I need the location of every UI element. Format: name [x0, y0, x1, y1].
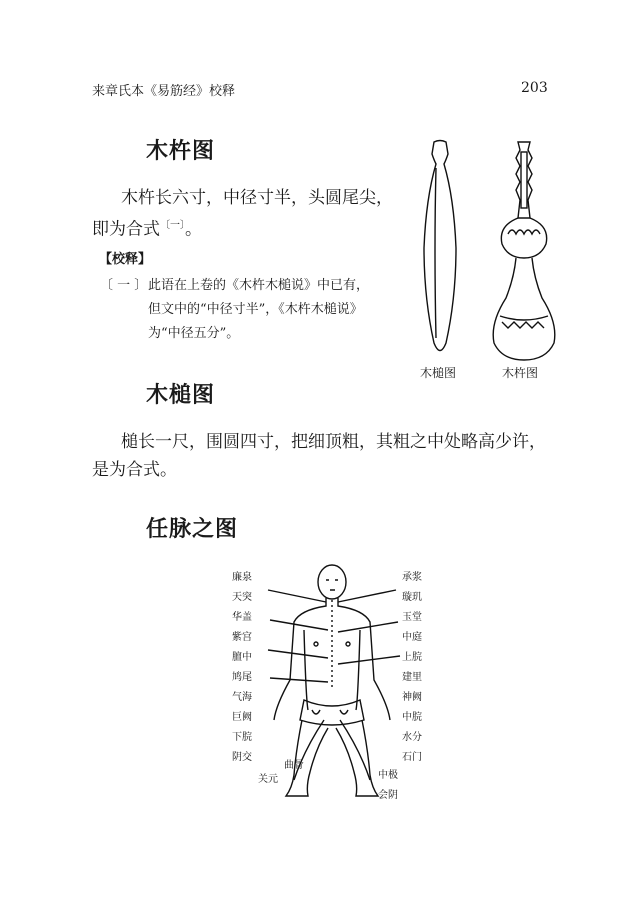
mallet-text-line2: 是为合式。	[92, 460, 177, 480]
fig-label: 中庭	[402, 632, 422, 643]
fig-label: 下脘	[232, 732, 252, 743]
annotation-line3: 为“中径五分”。	[148, 326, 240, 341]
fig-label: 承浆	[402, 572, 422, 583]
fig-label: 巨阙	[232, 712, 252, 723]
fig-label: 华盖	[232, 612, 252, 623]
fig-label: 石门	[402, 752, 422, 763]
fig-label: 天突	[232, 592, 252, 603]
footnote-marker: 〔一〕	[160, 220, 185, 231]
pestle-text-end: 。	[185, 219, 202, 240]
pestle-caption: 木杵图	[502, 366, 539, 380]
fig-label: 气海	[232, 692, 252, 703]
section-title-conception-vessel: 任脉之图	[146, 516, 239, 542]
annotation-header: 【校释】	[99, 252, 152, 267]
fig-label: 璇玑	[402, 592, 422, 603]
annotation-line1: 此语在上卷的《木杵木槌说》中已有，	[148, 278, 370, 293]
conception-vessel-illustration	[228, 560, 438, 810]
pestle-text-line1: 木杵长六寸，中径寸半，头圆尾尖，	[121, 188, 393, 208]
annotation-number: 〔 一 〕	[100, 278, 148, 293]
mallet-illustration	[410, 138, 470, 363]
mallet-text-line1: 槌长一尺，围圆四寸，把细顶粗，其粗之中处略高少许，	[121, 432, 546, 452]
fig-label: 神阙	[402, 692, 422, 703]
pestle-text-line2	[92, 212, 202, 244]
fig-label: 建里	[402, 672, 422, 683]
mallet-caption: 木槌图	[420, 366, 457, 380]
section-title-wooden-pestle: 木杵图	[146, 138, 216, 164]
fig-label: 玉堂	[402, 612, 422, 623]
fig-label: 鸠尾	[232, 672, 252, 683]
section-title-wooden-mallet: 木槌图	[146, 382, 216, 408]
fig-label: 关元	[258, 774, 278, 785]
page-number: 203	[521, 80, 548, 96]
pestle-illustration	[488, 138, 560, 363]
fig-label: 中极	[378, 770, 398, 781]
annotation-line2: 但文中的“中径寸半”，《木杵木槌说》	[148, 302, 363, 317]
fig-label: 会阴	[378, 790, 398, 801]
fig-label: 曲骨	[284, 760, 304, 771]
fig-label: 廉泉	[232, 572, 252, 583]
fig-label: 阴交	[232, 752, 252, 763]
fig-label: 膻中	[232, 652, 252, 663]
pestle-text-line2-main: 即为合式	[92, 219, 160, 240]
fig-label: 紫宫	[232, 632, 252, 643]
fig-label: 上脘	[402, 652, 422, 663]
fig-label: 中脘	[402, 712, 422, 723]
running-header-title: 来章氏本《易筋经》校释	[92, 84, 236, 99]
fig-label: 水分	[402, 732, 422, 743]
